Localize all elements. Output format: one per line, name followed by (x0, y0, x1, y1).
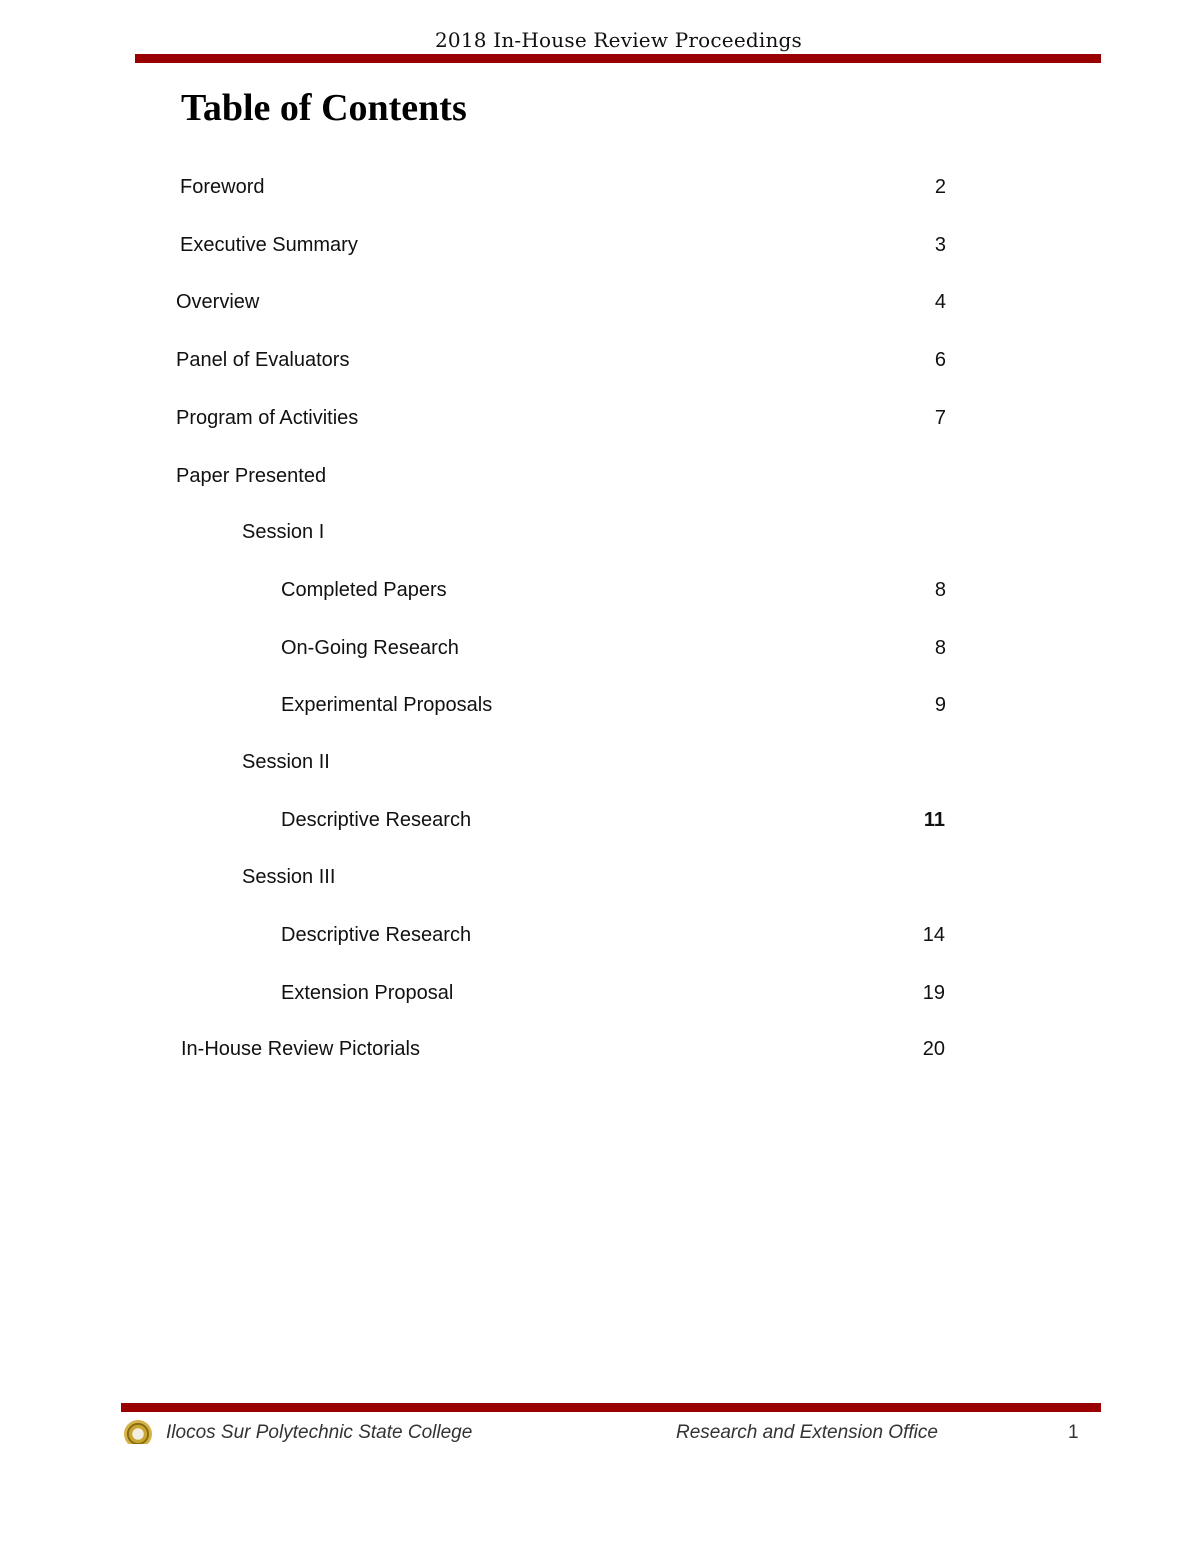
toc-entry-in-house-review-pictorials[interactable] (0, 1038, 1200, 1064)
header-divider (135, 54, 1101, 63)
toc-entry-descriptive-research-s3[interactable] (0, 924, 1200, 950)
toc-entry-label: Descriptive Research (281, 924, 472, 946)
toc-entry-page: 8 (934, 579, 946, 601)
toc-entry-page: 8 (934, 637, 946, 659)
toc-entry-label: On-Going Research (281, 637, 459, 659)
toc-entry-page: 7 (934, 407, 946, 429)
toc-entry-page: 9 (934, 694, 946, 716)
toc-entry-page: 11 (923, 809, 945, 831)
toc-entry-label: Foreword (180, 176, 265, 198)
toc-entry-page: 2 (934, 176, 946, 198)
footer-institution: Ilocos Sur Polytechnic State College (166, 1422, 473, 1443)
toc-entry-label: Session III (242, 866, 336, 888)
toc-entry-overview[interactable] (0, 291, 1200, 317)
toc-entry-page: 19 (922, 982, 945, 1004)
toc-entry-session-1[interactable] (0, 521, 1200, 547)
toc-entry-page: 14 (922, 924, 945, 946)
college-seal-icon (124, 1420, 152, 1444)
toc-entry-foreword[interactable] (0, 176, 1200, 202)
footer-page-number: 1 (1068, 1422, 1079, 1443)
page-title: Table of Contents (181, 87, 467, 129)
footer-divider (121, 1403, 1101, 1412)
toc-entry-on-going-research[interactable] (0, 637, 1200, 663)
toc-entry-session-2[interactable] (0, 751, 1200, 777)
toc-entry-extension-proposal[interactable] (0, 982, 1200, 1008)
toc-entry-label: Completed Papers (281, 579, 447, 601)
toc-entry-session-3[interactable] (0, 866, 1200, 892)
toc-entry-label: In-House Review Pictorials (181, 1038, 420, 1060)
toc-entry-label: Extension Proposal (281, 982, 454, 1004)
toc-entry-paper-presented[interactable] (0, 465, 1200, 491)
toc-entry-label: Descriptive Research (281, 809, 472, 831)
toc-entry-label: Executive Summary (180, 234, 358, 256)
toc-entry-label: Session II (242, 751, 330, 773)
toc-entry-label: Program of Activities (176, 407, 359, 429)
toc-entry-label: Experimental Proposals (281, 694, 493, 716)
toc-entry-label: Session I (242, 521, 325, 543)
toc-entry-label: Overview (176, 291, 260, 313)
toc-entry-panel-of-evaluators[interactable] (0, 349, 1200, 375)
page-footer (0, 1418, 1200, 1444)
toc-entry-page: 20 (922, 1038, 945, 1060)
toc-entry-page: 6 (934, 349, 946, 371)
running-header-title: 2018 In-House Review Proceedings (435, 28, 802, 52)
toc-entry-experimental-proposals[interactable] (0, 694, 1200, 720)
toc-entry-page: 4 (934, 291, 946, 313)
toc-entry-label: Panel of Evaluators (176, 349, 350, 371)
toc-entry-program-of-activities[interactable] (0, 407, 1200, 433)
toc-entry-completed-papers[interactable] (0, 579, 1200, 605)
footer-office: Research and Extension Office (676, 1422, 938, 1443)
toc-entry-executive-summary[interactable] (0, 234, 1200, 260)
toc-entry-page: 3 (934, 234, 946, 256)
toc-entry-descriptive-research-s2[interactable] (0, 809, 1200, 835)
toc-entry-label: Paper Presented (176, 465, 327, 487)
